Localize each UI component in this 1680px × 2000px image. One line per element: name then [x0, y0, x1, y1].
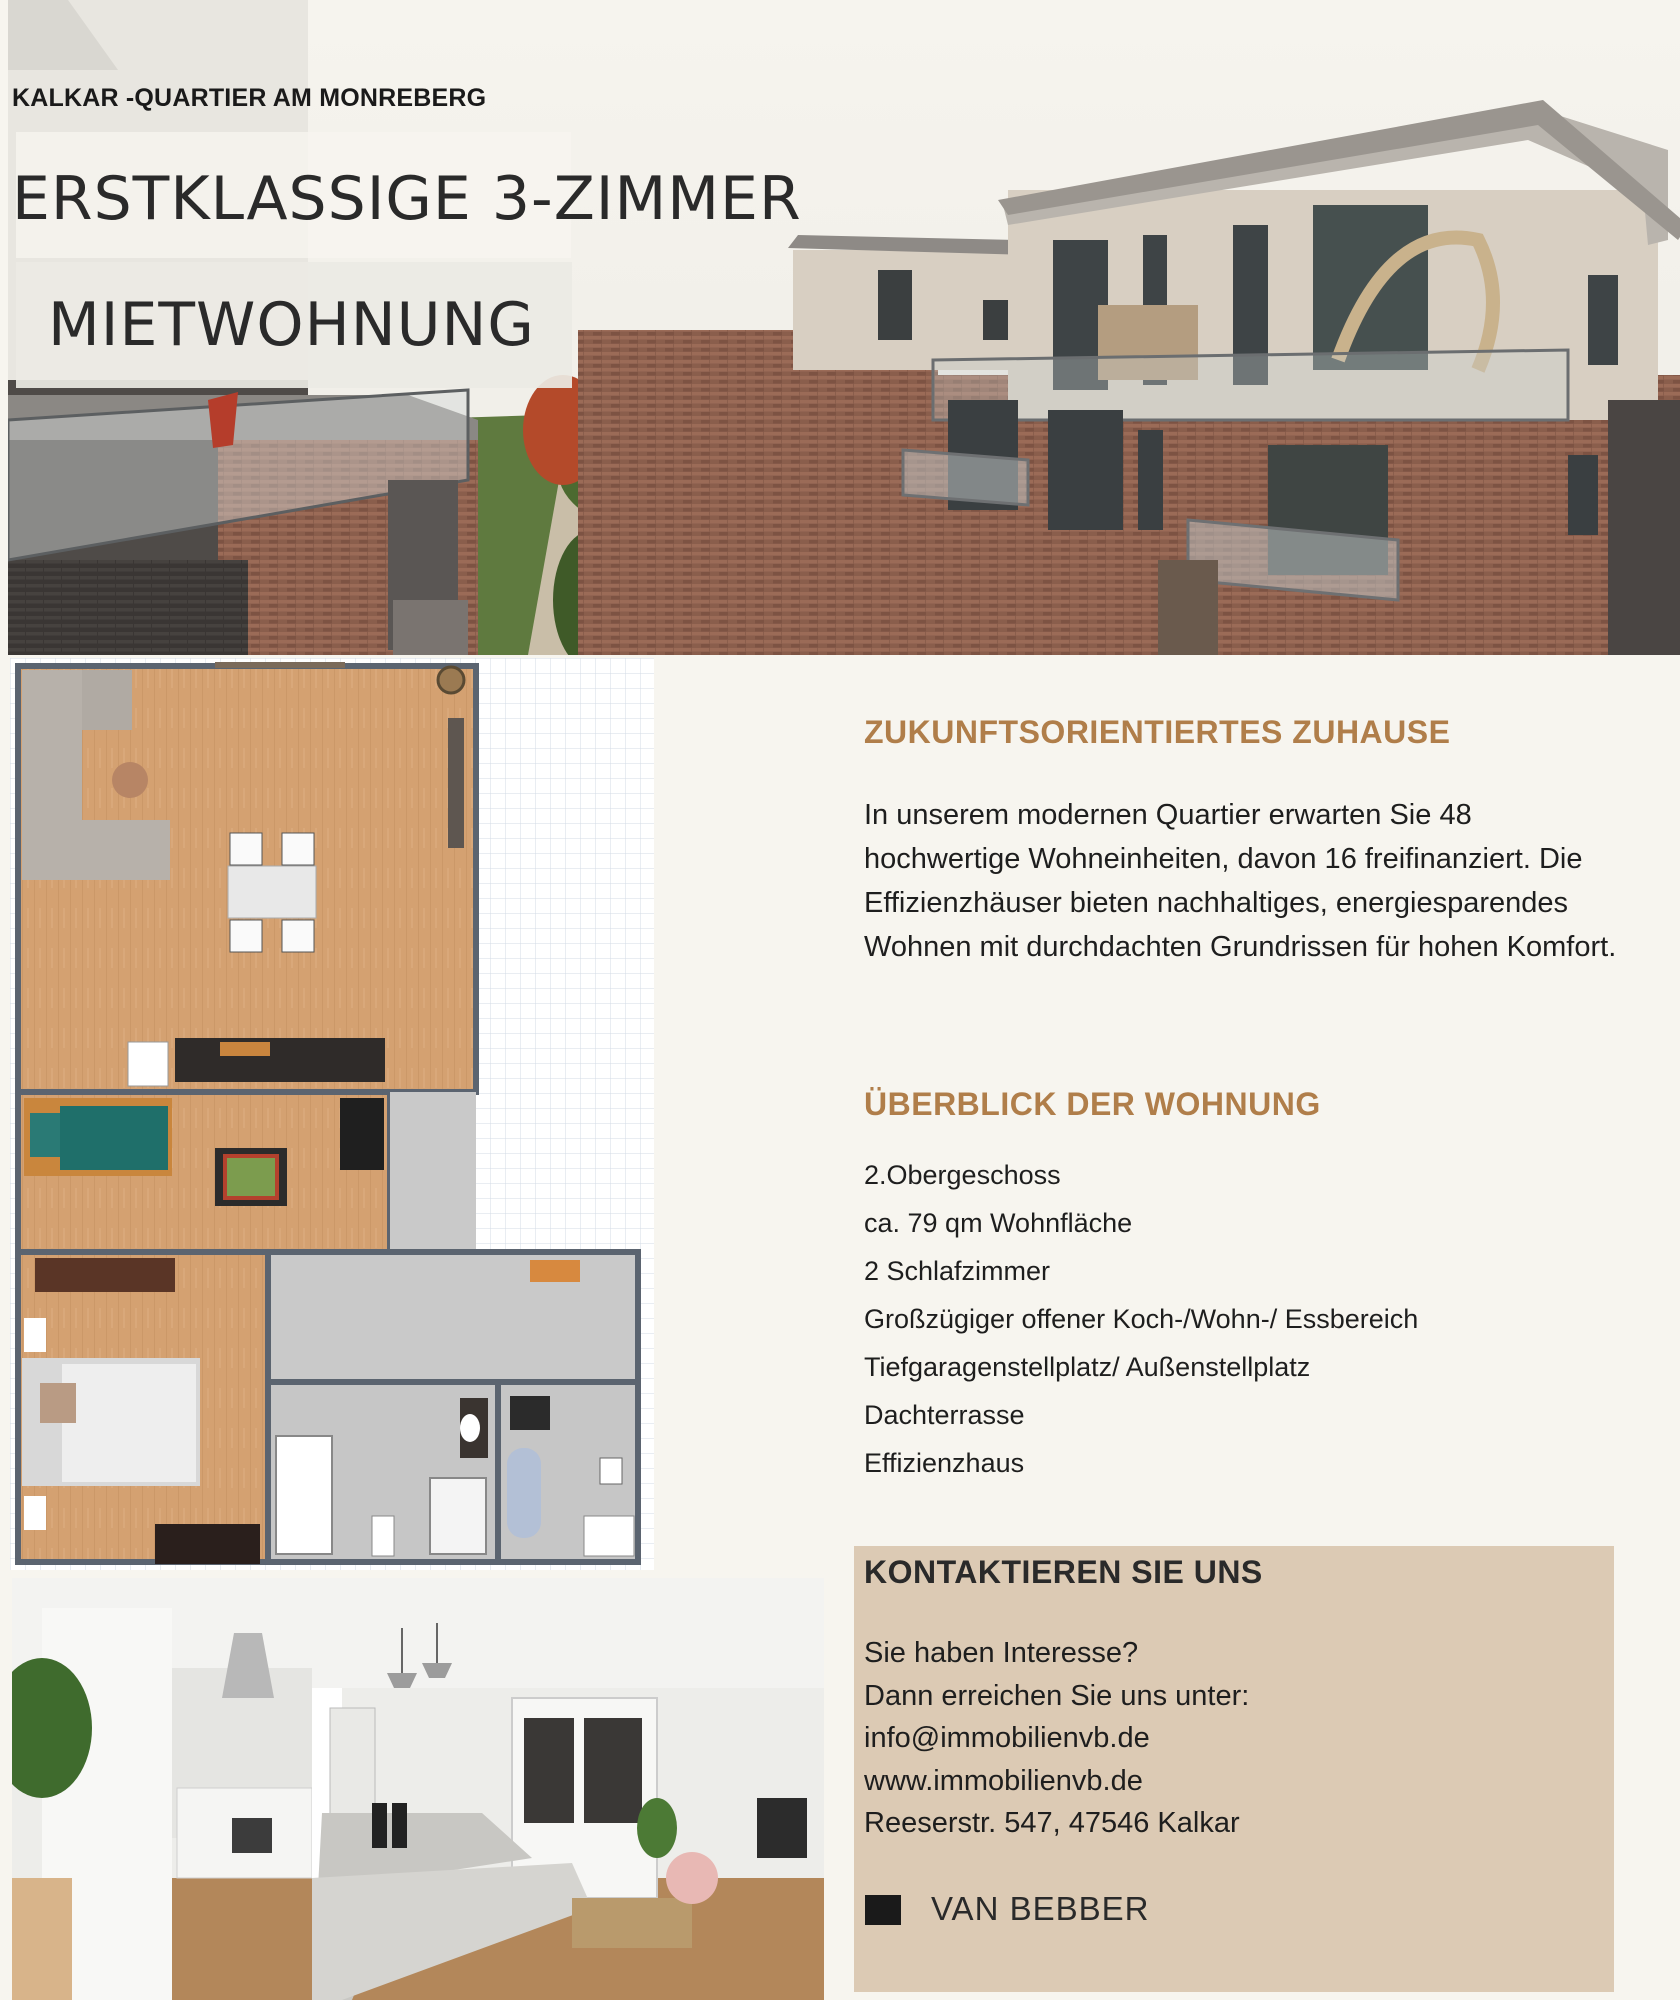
list-item: 2 Schlafzimmer: [864, 1256, 1051, 1286]
list-item: 2.Obergeschoss: [864, 1160, 1061, 1190]
overview-list: [864, 1156, 1418, 1492]
contact-website-link[interactable]: www.immobilienvb.de: [864, 1764, 1143, 1797]
contact-heading: KONTAKTIEREN SIE UNS: [864, 1554, 1263, 1590]
contact-box: [854, 1546, 1614, 1992]
location-kicker: KALKAR -QUARTIER AM MONREBERG: [12, 84, 487, 112]
list-item: Dachterrasse: [864, 1400, 1025, 1430]
overview-heading: ÜBERBLICK DER WOHNUNG: [864, 1086, 1321, 1122]
contact-address: Reeserstr. 547, 47546 Kalkar: [864, 1807, 1240, 1839]
list-item: ca. 79 qm Wohnfläche: [864, 1208, 1133, 1238]
brand-name: VAN BEBBER: [931, 1890, 1150, 1927]
brand-logo-icon: [865, 1895, 901, 1925]
contact-reach: Dann erreichen Sie uns unter:: [864, 1679, 1250, 1712]
list-item: Großzügiger offener Koch-/Wohn-/ Essbereich: [864, 1304, 1419, 1334]
list-item: Effizienzhaus: [864, 1448, 1025, 1478]
page-title-line-1: ERSTKLASSIGE 3-ZIMMER: [12, 164, 802, 234]
list-item: Tiefgaragenstellplatz/ Außenstellplatz: [864, 1352, 1311, 1382]
contact-intro: Sie haben Interesse?: [864, 1637, 1139, 1669]
page-title-line-2: MIETWOHNUNG: [48, 290, 535, 360]
floor-plan-image: [10, 658, 654, 1570]
contact-email-link[interactable]: info@immobilienvb.de: [864, 1722, 1150, 1754]
intro-text: In unserem modernen Quartier erwarten Sie 48 hochwertige Wohneinheiten, davon 16 freifinanziert. Die Effizienzhäuser bieten nachhaltiges, energiesparendes Wohnen mit durchdachten Grundrissen für hohen Komfort.: [864, 799, 1617, 963]
intro-heading: ZUKUNFTSORIENTIERTES ZUHAUSE: [864, 714, 1451, 750]
interior-photo-image: [12, 1578, 824, 2000]
contact-details: [864, 1632, 1249, 1845]
